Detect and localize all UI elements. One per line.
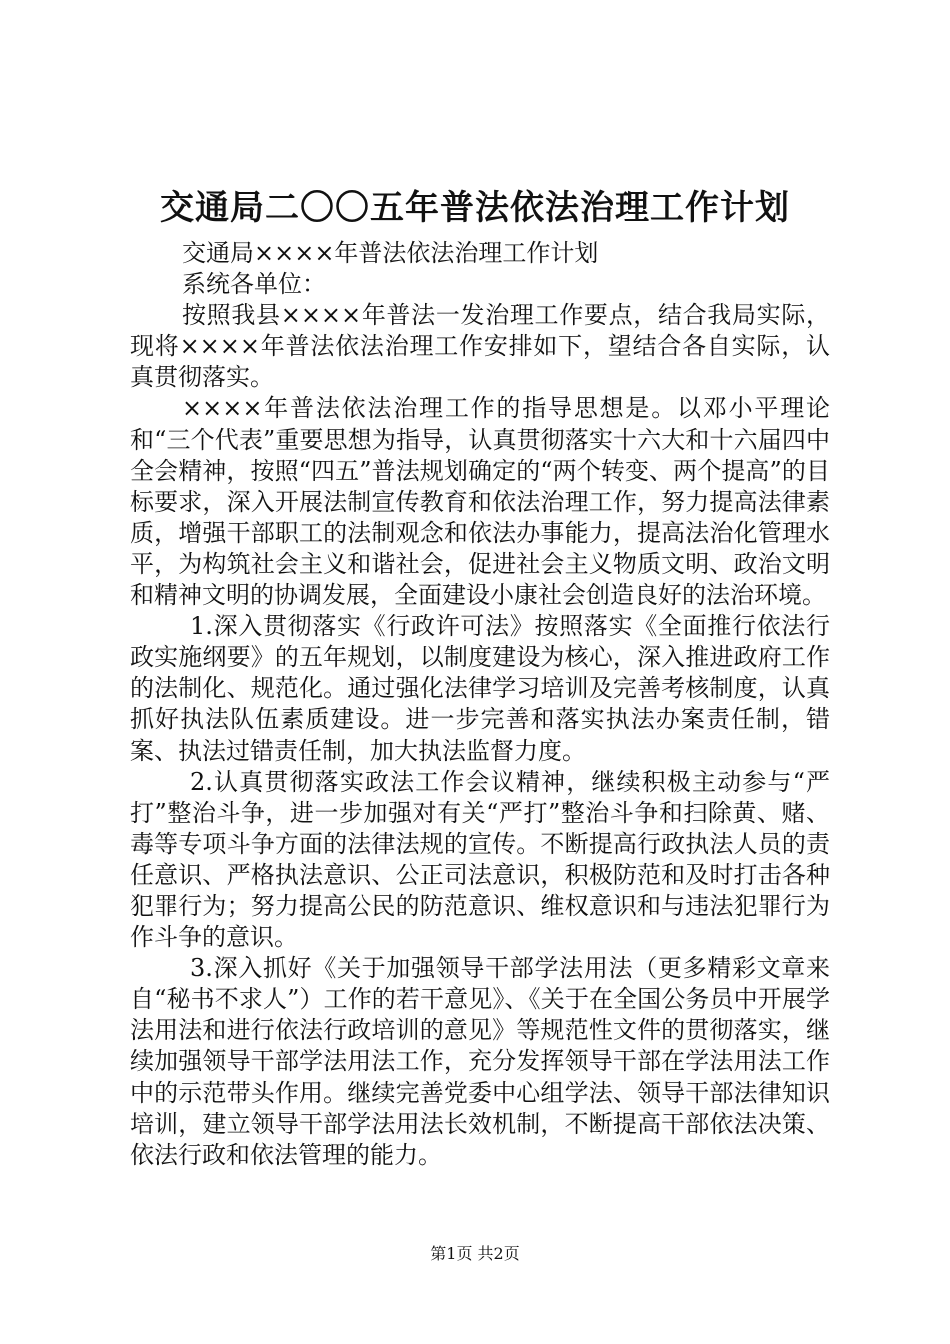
paragraph-intro: 按照我县××××年普法一发治理工作要点，结合我局实际，现将××××年普法依法治理工作安排如下，望结合各自实际，认真贯彻落实。 — [130, 301, 830, 392]
paragraph-item-2: 2.认真贯彻落实政法工作会议精神，继续积极主动参与“严打”整治斗争，进一步加强对有关“严打”整治斗争和扫除黄、赌、毒等专项斗争方面的法律法规的宣传。不断提高行政执法人员的责任意识、严格执法意识、公正司法意识，积极防范和及时打击各种犯罪行为；努力提高公民的防范意识、维权意识和与违法犯罪行为作斗争的意识。 — [130, 767, 830, 952]
paragraph-item-3: 3.深入抓好《关于加强领导干部学法用法（更多精彩文章来自“秘书不求人”）工作的若干意见》、《关于在全国公务员中开展学法用法和进行依法行政培训的意见》等规范性文件的贯彻落实，继续加强领导干部学法用法工作，充分发挥领导干部在学法用法工作中的示范带头作用。继续完善党委中心组学法、领导干部法律知识培训，建立领导干部学法用法长效机制，不断提高干部依法决策、依法行政和依法管理的能力。 — [130, 954, 830, 1169]
paragraph-salutation: 系统各单位： — [182, 270, 326, 299]
paragraph-guiding-ideology: ××××年普法依法治理工作的指导思想是。以邓小平理论和“三个代表”重要思想为指导，认真贯彻落实十六大和十六届四中全会精神，按照“四五”普法规划确定的“两个转变、两个提高”的目标要求，深入开展法制宣传教育和依法治理工作，努力提高法律素质，增强干部职工的法制观念和依法办事能力，提高法治化管理水平，为构筑社会主义和谐社会，促进社会主义物质文明、政治文明和精神文明的协调发展，全面建设小康社会创造良好的法治环境。 — [130, 394, 830, 610]
document-body — [130, 238, 830, 1171]
paragraph-item-1: 1.深入贯彻落实《行政许可法》按照落实《全面推行依法行政实施纲要》的五年规划，以制度建设为核心，深入推进政府工作的法制化、规范化。通过强化法律学习培训及完善考核制度，认真抓好执法队伍素质建设。进一步完善和落实执法办案责任制，错案、执法过错责任制，加大执法监督力度。 — [130, 612, 830, 765]
paragraph-subtitle: 交通局××××年普法依法治理工作计划 — [182, 239, 599, 267]
document-title: 交通局二〇〇五年普法依法治理工作计划 — [160, 188, 790, 228]
page-number: 第1页 共2页 — [430, 1244, 520, 1263]
